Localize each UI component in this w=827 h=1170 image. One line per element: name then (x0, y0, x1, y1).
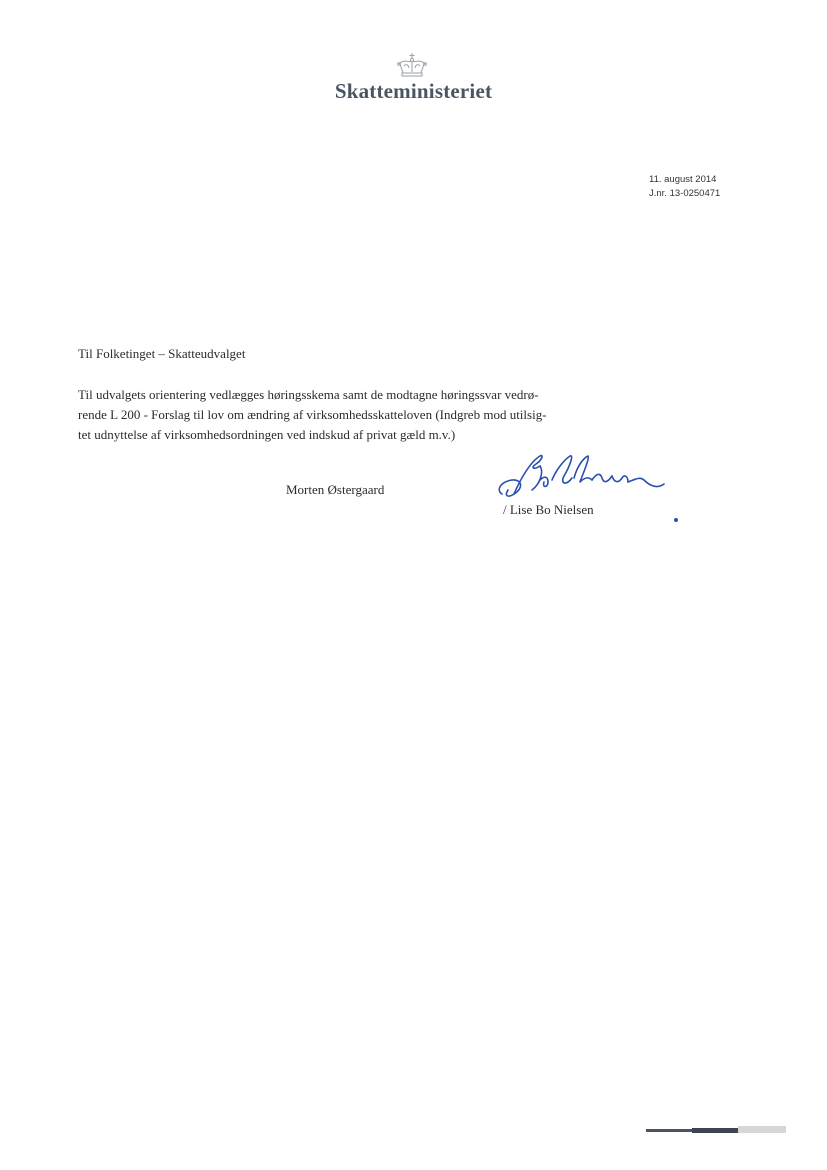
body-line: rende L 200 - Forslag til lov om ændring af virksomhedsskatteloven (Indgreb mod utilsig- (78, 407, 547, 422)
footer-bar-segment (692, 1128, 738, 1133)
body-line: tet udnyttelse af virksomhedsordningen ved indskud af privat gæld m.v.) (78, 427, 456, 442)
recipient-line: Til Folketinget – Skatteudvalget (78, 346, 246, 361)
footer-bar-segment (738, 1126, 786, 1133)
body-line: Til udvalgets orientering vedlægges høringsskema samt de modtagne høringssvar vedrø- (78, 387, 539, 402)
footer-decorative-bar (646, 1126, 786, 1134)
letter-meta (649, 173, 720, 201)
letter-body (78, 385, 618, 445)
crown-icon (395, 52, 429, 78)
co-signer-name: / Lise Bo Nielsen (503, 502, 594, 517)
minister-name: Morten Østergaard (286, 482, 385, 497)
journal-number: J.nr. 13-0250471 (649, 188, 721, 199)
letter-date: 11. august 2014 (649, 174, 717, 185)
footer-bar-segment (646, 1129, 694, 1132)
ministry-name: Skatteministeriet (334, 79, 493, 103)
